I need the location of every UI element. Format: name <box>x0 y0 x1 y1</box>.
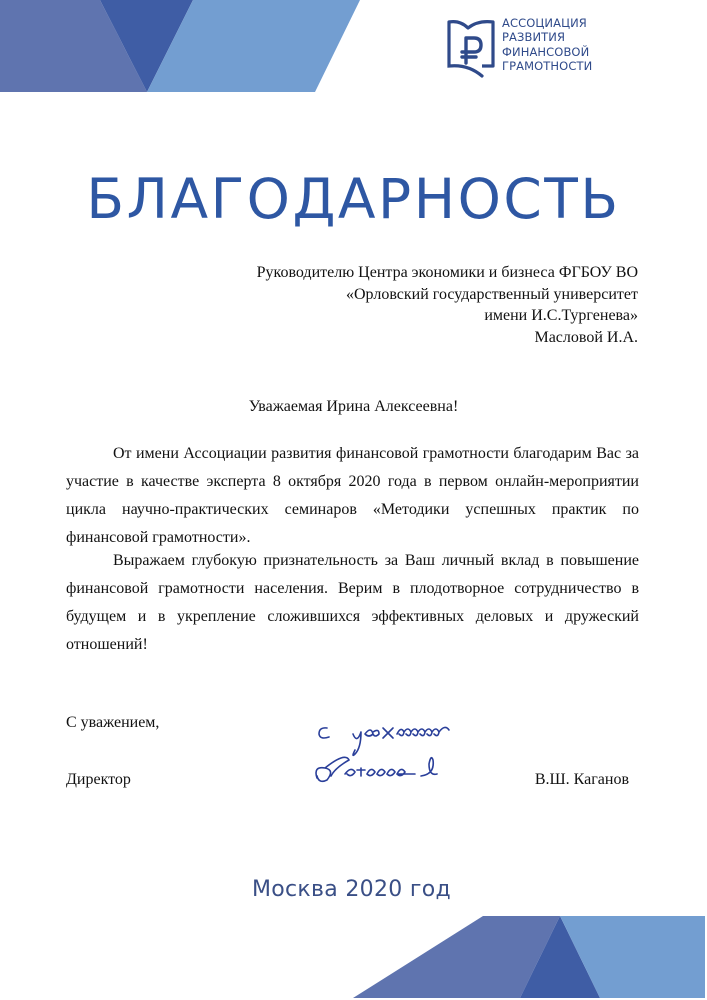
handwritten-signature <box>305 718 495 788</box>
bottom-decorative-band <box>0 900 707 1000</box>
addressee-block <box>257 262 638 348</box>
signer-position: Директор <box>66 771 131 788</box>
footer-city-year: Москва 2020 год <box>252 877 451 902</box>
closing-phrase: С уважением, <box>66 714 160 731</box>
salutation: Уважаемая Ирина Алексеевна! <box>248 398 459 415</box>
document-title: БЛАГОДАРНОСТЬ <box>86 167 621 231</box>
addressee-line: имени И.С.Тургенева» <box>484 307 638 324</box>
logo-text <box>502 16 592 73</box>
addressee-line: Руководителю Центра экономики и бизнеса ФГБОУ ВО <box>256 264 638 281</box>
logo-line: ГРАМОТНОСТИ <box>502 58 593 73</box>
body-paragraph-2: Выражаем глубокую признательность за Ваш личный вклад в повышение финансовой грамотности населения. Верим в плодотворное сотрудничество в будущем и в укрепление сложившихся эффективных деловых и дружеский отношений! <box>66 552 639 653</box>
logo-line: РАЗВИТИЯ <box>502 30 566 45</box>
addressee-line: «Орловский государственный университет <box>345 285 638 303</box>
book-ruble-icon <box>446 14 496 80</box>
body-paragraph-1: От имени Ассоциации развития финансовой грамотности благодарим Вас за участие в качестве эксперта 8 октября 2020 года в первом онлайн-мероприятии цикла научно-практических семинаров «Методики успешных практик по финансовой грамотности». <box>66 445 639 546</box>
logo-line: АССОЦИАЦИЯ <box>502 16 587 30</box>
signer-name: В.Ш. Каганов <box>534 771 629 788</box>
logo-line: ФИНАНСОВОЙ <box>502 44 590 59</box>
addressee-line: Масловой И.А. <box>534 328 638 346</box>
association-logo <box>446 14 636 80</box>
